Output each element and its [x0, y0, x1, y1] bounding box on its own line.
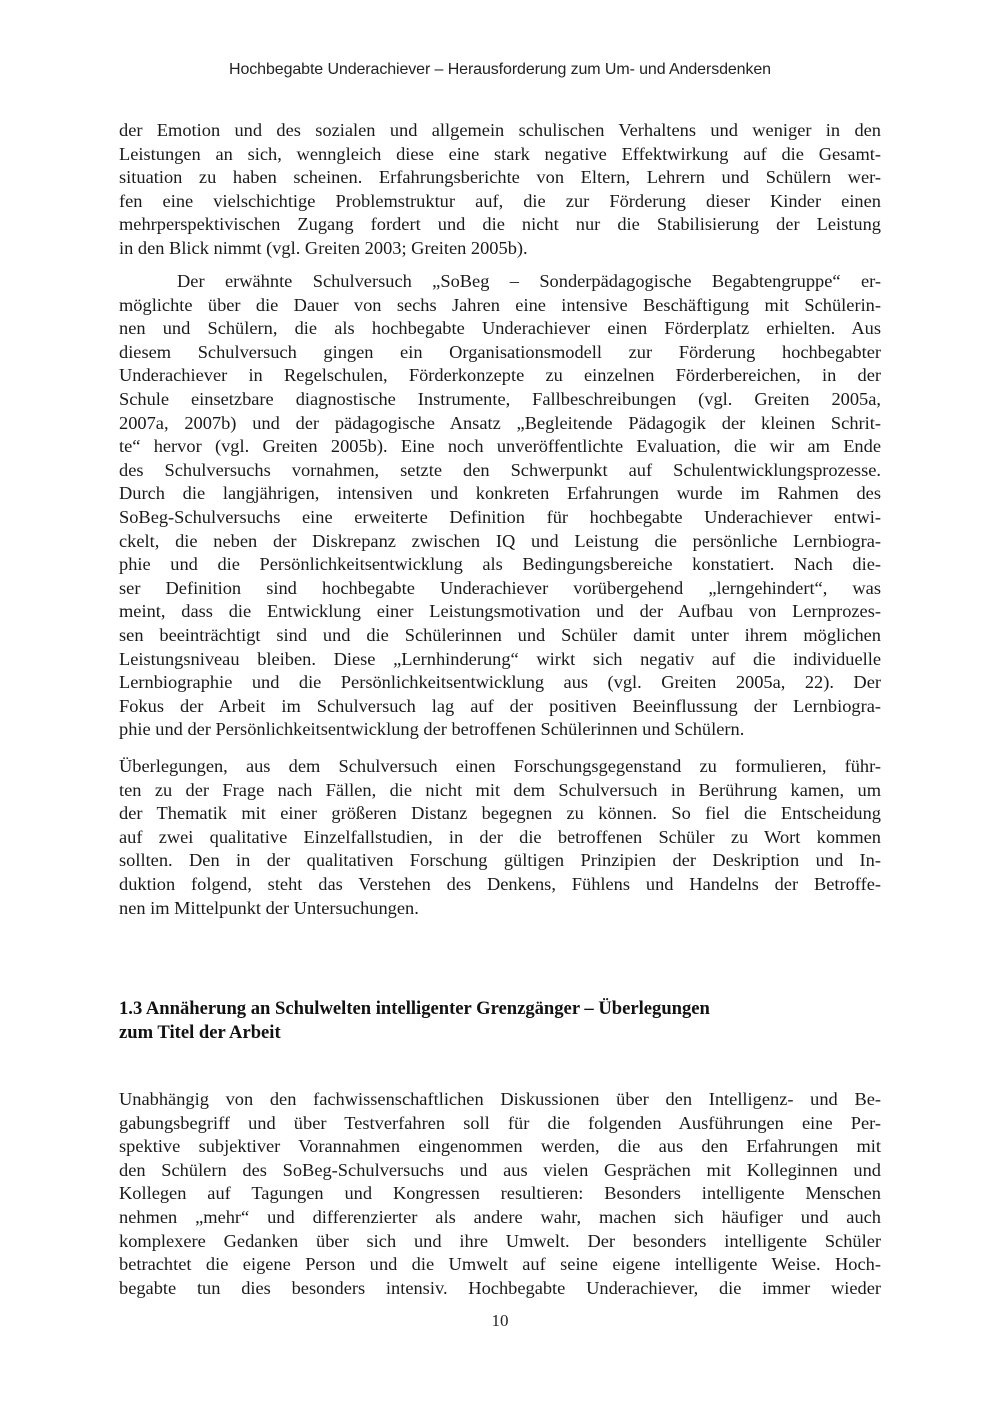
text-line: der Thematik mit einer größeren Distanz begegnen zu können. So fiel die Entscheidung: [119, 803, 881, 824]
text-line: Durch die langjährigen, intensiven und konkreten Erfahrungen wurde im Rahmen des: [119, 483, 881, 504]
text-line: Leistungsniveau bleiben. Diese „Lernhinderung“ wirkt sich negativ auf die individuelle: [119, 648, 881, 669]
text-line: fen eine vielschichtige Problemstruktur auf, die zur Förderung dieser Kinder einen: [119, 190, 881, 211]
text-line: ten zu der Frage nach Fällen, die nicht mit dem Schulversuch in Berührung kamen, um: [119, 779, 881, 800]
paragraph-2: [119, 270, 881, 742]
text-line: begabte tun dies besonders intensiv. Hochbegabte Underachiever, die immer wieder: [119, 1277, 881, 1298]
text-line: den Schülern des SoBeg-Schulversuchs und aus vielen Gesprächen mit Kolleginnen und: [119, 1159, 881, 1180]
text-line: diesem Schulversuch gingen ein Organisationsmodell zur Förderung hochbegabter: [119, 341, 881, 362]
heading-line: 1.3 Annäherung an Schulwelten intelligenter Grenzgänger – Überlegungen: [119, 998, 710, 1019]
section-heading: [119, 997, 881, 1045]
text-line: nen im Mittelpunkt der Untersuchungen.: [119, 897, 419, 918]
text-line: sen beeinträchtigt sind und die Schülerinnen und Schüler damit unter ihrem möglichen: [119, 624, 881, 645]
paragraph-1: [119, 119, 881, 261]
text-line: Der erwähnte Schulversuch „SoBeg – Sonderpädagogische Begabtengruppe“ er-: [177, 271, 881, 291]
text-line: Fokus der Arbeit im Schulversuch lag auf der positiven Beeinflussung der Lernbiogra-: [119, 695, 881, 716]
text-line: phie und die Persönlichkeitsentwicklung als Bedingungsbereiche konstatiert. Nach die-: [119, 554, 881, 575]
text-line: komplexere Gedanken über sich und ihre Umwelt. Der besonders intelligente Schüler: [119, 1230, 881, 1251]
text-line: sollten. Den in der qualitativen Forschung gültigen Prinzipien der Deskription und In-: [119, 850, 881, 871]
text-line: betrachtet die eigene Person und die Umwelt auf seine eigene intelligente Weise. Hoch-: [119, 1254, 881, 1275]
text-line: duktion folgend, steht das Verstehen des Denkens, Fühlens und Handelns der Betroffe-: [119, 873, 881, 894]
running-header: Hochbegabte Underachiever – Herausforderung zum Um- und Andersdenken: [229, 61, 771, 78]
page-number: 10: [491, 1311, 509, 1330]
text-line: in den Blick nimmt (vgl. Greiten 2003; Greiten 2005b).: [119, 237, 528, 258]
text-line: des Schulversuchs vornahmen, setzte den Schwerpunkt auf Schulentwicklungsprozesse.: [119, 459, 881, 480]
text-line: SoBeg-Schulversuchs eine erweiterte Definition für hochbegabte Underachiever entwi-: [119, 506, 881, 527]
text-line: phie und der Persönlichkeitsentwicklung der betroffenen Schülerinnen und Schülern.: [119, 719, 745, 740]
heading-line: zum Titel der Arbeit: [119, 1022, 281, 1043]
text-line: Schule einsetzbare diagnostische Instrumente, Fallbeschreibungen (vgl. Greiten 2005a,: [119, 388, 881, 409]
section-paragraph: [119, 1088, 881, 1300]
paragraph-3: [119, 755, 881, 920]
text-line: nehmen „mehr“ und differenzierter als andere wahr, machen sich häufiger und auch: [119, 1206, 881, 1227]
text-line: meint, dass die Entwicklung einer Leistungsmotivation und der Aufbau von Lernprozes-: [119, 601, 881, 622]
text-line: möglichte über die Dauer von sechs Jahren eine intensive Beschäftigung mit Schülerin-: [119, 294, 881, 315]
text-line: te“ hervor (vgl. Greiten 2005b). Eine noch unveröffentlichte Evaluation, die wir am Ende: [119, 436, 881, 457]
text-line: ckelt, die neben der Diskrepanz zwischen IQ und Leistung die persönliche Lernbiogra-: [119, 530, 881, 551]
text-line: Kollegen auf Tagungen und Kongressen resultieren: Besonders intelligente Menschen: [119, 1183, 881, 1204]
text-line: mehrperspektivischen Zugang fordert und die nicht nur die Stabilisierung der Leistung: [119, 214, 881, 235]
text-line: ser Definition sind hochbegabte Underachiever vorübergehend „lerngehindert“, was: [119, 577, 881, 598]
text-line: Überlegungen, aus dem Schulversuch einen Forschungsgegenstand zu formulieren, führ-: [119, 756, 881, 776]
text-line: situation zu haben scheinen. Erfahrungsberichte von Eltern, Lehrern und Schülern wer-: [119, 167, 881, 188]
text-line: 2007a, 2007b) und der pädagogische Ansatz „Begleitende Pädagogik der kleinen Schrit-: [119, 412, 881, 433]
text-line: spektive subjektiver Vorannahmen eingenommen werden, die aus den Erfahrungen mit: [119, 1136, 881, 1157]
text-line: gabungsbegriff und über Testverfahren soll für die folgenden Ausführungen eine Per-: [119, 1112, 881, 1133]
text-line: Lernbiographie und die Persönlichkeitsentwicklung aus (vgl. Greiten 2005a, 22). Der: [119, 672, 881, 693]
text-line: Underachiever in Regelschulen, Förderkonzepte zu einzelnen Förderbereichen, in der: [119, 365, 881, 386]
text-line: Leistungen an sich, wenngleich diese eine stark negative Effektwirkung auf die Gesamt-: [119, 143, 881, 164]
text-line: auf zwei qualitative Einzelfallstudien, in der die betroffenen Schüler zu Wort kommen: [119, 826, 881, 847]
text-line: der Emotion und des sozialen und allgemein schulischen Verhaltens und weniger in den: [119, 120, 881, 140]
text-line: Unabhängig von den fachwissenschaftlichen Diskussionen über den Intelligenz- und Be-: [119, 1089, 881, 1109]
text-line: nen und Schülern, die als hochbegabte Underachiever einen Förderplatz erhielten. Aus: [119, 318, 881, 339]
